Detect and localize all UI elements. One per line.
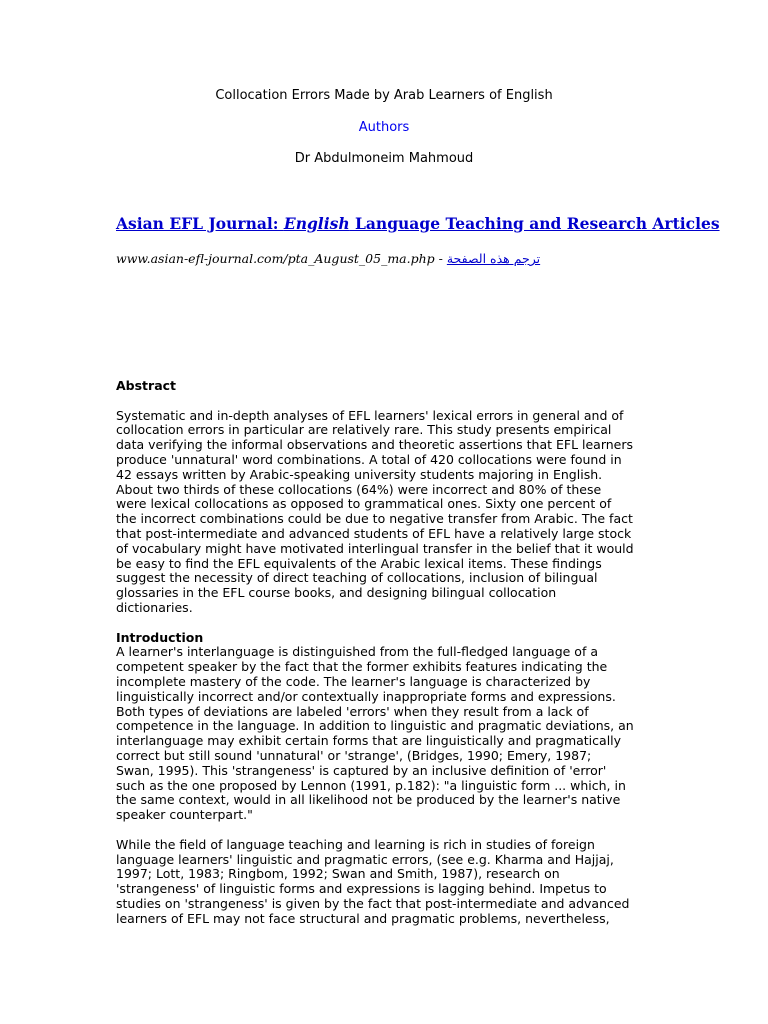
text-line: linguistically incorrect and/or contextually inappropriate forms and expressions. [116,688,616,704]
text-line: 'strangeness' of linguistic forms and expressions is lagging behind. Impetus to [116,881,607,897]
text-line: Swan, 1995). This 'strangeness' is captured by an inclusive definition of 'error' [116,762,607,778]
text-line: such as the one proposed by Lennon (1991, p.182): "a linguistic form ... which, in [116,777,626,793]
text-line: the same context, would in all likelihood not be produced by the learner's native [116,792,621,808]
source-url: www.asian-efl-journal.com/pta_August_05_ma.php - [116,251,447,266]
text-line: collocation errors in particular are relatively rare. This study presents empirical [116,422,612,438]
text-line: that post-intermediate and advanced students of EFL have a relatively large stock [116,525,632,541]
text-line: competent speaker by the fact that the former exhibits features indicating the [116,659,608,675]
text-line: be easy to find the EFL equivalents of the Arabic lexical items. These findings [116,555,602,571]
abstract-paragraph [116,409,656,616]
text-line: suggest the necessity of direct teaching of collocations, inclusion of bilingual [116,570,598,586]
text-line: correct but still sound 'unnatural' or 'strange', (Bridges, 1990; Emery, 1987; [116,747,592,763]
author-name: Dr Abdulmoneim Mahmoud [294,151,474,166]
text-line: produce 'unnatural' word combinations. A total of 420 collocations were found in [116,451,622,467]
text-line: interlanguage may exhibit certain forms that are linguistically and pragmatically [116,733,622,749]
text-line: dictionaries. [116,599,193,615]
text-line: A learner's interlanguage is distinguished from the full-fledged language of a [116,644,598,660]
text-line: were lexical collocations as opposed to grammatical ones. Sixty one percent of [116,496,612,512]
text-line: Both types of deviations are labeled 'errors' when they result from a lack of [116,703,589,719]
abstract-heading: Abstract [116,378,177,393]
text-line: incomplete mastery of the code. The learner's language is characterized by [116,673,591,689]
translate-page-link[interactable]: ترجم هذه الصفحة [446,251,541,266]
text-line: of vocabulary might have motivated interlingual transfer in the belief that it would [116,540,634,556]
text-line: speaker counterpart." [116,807,253,823]
text-line: Systematic and in-depth analyses of EFL learners' lexical errors in general and of [116,407,624,423]
text-line: data verifying the informal observations and theoretic assertions that EFL learners [116,437,634,453]
introduction-paragraph-1 [116,645,656,823]
text-line: 1997; Lott, 1983; Ringbom, 1992; Swan and Smith, 1987), research on [116,866,560,882]
journal-title-part1: Asian EFL Journal: [116,214,284,233]
document-title: Collocation Errors Made by Arab Learners of English [215,88,553,103]
text-line: competence in the language. In addition to linguistic and pragmatic deviations, an [116,718,634,734]
journal-title-link[interactable] [116,214,720,234]
journal-title-italic: English [283,214,350,233]
text-line: 42 essays written by Arabic-speaking university students majoring in English. [116,466,603,482]
text-line: glossaries in the EFL course books, and designing bilingual collocation [116,585,557,601]
text-line: While the field of language teaching and learning is rich in studies of foreign [116,836,595,852]
text-line: language learners' linguistic and pragmatic errors, (see e.g. Kharma and Hajjaj, [116,851,614,867]
text-line: learners of EFL may not face structural and pragmatic problems, nevertheless, [116,910,610,926]
authors-link[interactable]: Authors [358,120,410,135]
journal-title-part2: Language Teaching and Research Articles [349,214,720,233]
article-body [116,379,656,926]
text-line: About two thirds of these collocations (64%) were incorrect and 80% of these [116,481,602,497]
text-line: the incorrect combinations could be due to negative transfer from Arabic. The fact [116,511,633,527]
text-line: studies on 'strangeness' is given by the fact that post-intermediate and advanced [116,895,630,911]
source-url-line [116,251,540,267]
introduction-heading: Introduction [116,629,204,645]
introduction-paragraph-2 [116,838,656,927]
